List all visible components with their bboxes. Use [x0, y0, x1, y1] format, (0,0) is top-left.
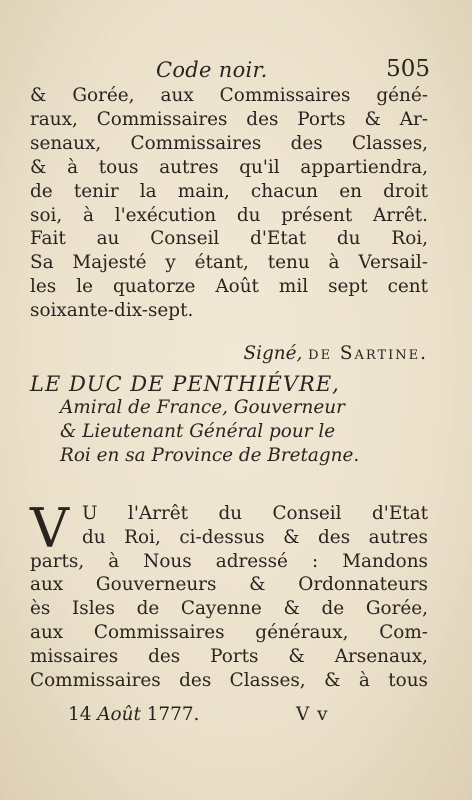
text-line: Fait au Conseil d'Etat du Roi, — [30, 228, 428, 250]
title-line: Roi en sa Province de Bretagne. — [60, 445, 360, 466]
signature — [30, 342, 428, 366]
text-line: Sa Majesté y étant, tenu à Versail- — [30, 252, 428, 274]
text-line: de tenir la main, chacun en droit — [30, 180, 428, 202]
text-line: ès Isles de Cayenne & de Gorée, — [30, 598, 428, 620]
page-number: 505 — [386, 56, 430, 82]
text-line: soi, à l'exécution du présent Arrêt. — [30, 204, 428, 226]
text-line: U l'Arrêt du Conseil d'Etat — [82, 503, 428, 524]
running-head: Code noir. — [156, 58, 268, 82]
text-line: missaires des Ports & Arsenaux, — [30, 645, 428, 667]
text-line: du Roi, ci-dessus & des autres — [82, 526, 428, 548]
footer-year: 1777. — [146, 704, 200, 725]
signature-name: de Sartine. — [308, 343, 428, 364]
text-line: senaux, Commissaires des Classes, — [30, 132, 428, 154]
text-line: aux Commissaires généraux, Com- — [30, 621, 428, 643]
body-text — [30, 84, 428, 364]
signature-mark: V v — [296, 704, 329, 725]
signature-label: Signé, — [243, 343, 303, 364]
text-line: les le quatorze Août mil sept cent — [30, 276, 428, 298]
text-line: Commissaires des Classes, & à tous — [30, 669, 428, 691]
text-line: soixante-dix-sept. — [30, 300, 194, 322]
text-line: raux, Commissaires des Ports & Ar- — [30, 108, 428, 130]
text-line: & à tous autres qu'il appartiendra, — [30, 156, 428, 178]
page-footer — [68, 704, 368, 732]
title-line: & Lieutenant Général pour le — [60, 421, 336, 442]
footer-month: Août — [97, 704, 141, 725]
footer-date — [68, 704, 199, 725]
text-line: parts, à Nous adressé : Mandons — [30, 550, 428, 572]
text-line: & Gorée, aux Commissaires géné- — [30, 85, 428, 106]
title-line: Amiral de France, Gouverneur — [60, 397, 345, 418]
drop-cap: V — [30, 497, 69, 560]
text-line: aux Gouverneurs & Ordonnateurs — [30, 574, 428, 596]
duke-title: LE DUC DE PENTHIÉVRE, — [30, 372, 340, 396]
decree-text — [30, 497, 428, 692]
footer-day: 14 — [68, 704, 92, 725]
title-block — [30, 372, 430, 468]
